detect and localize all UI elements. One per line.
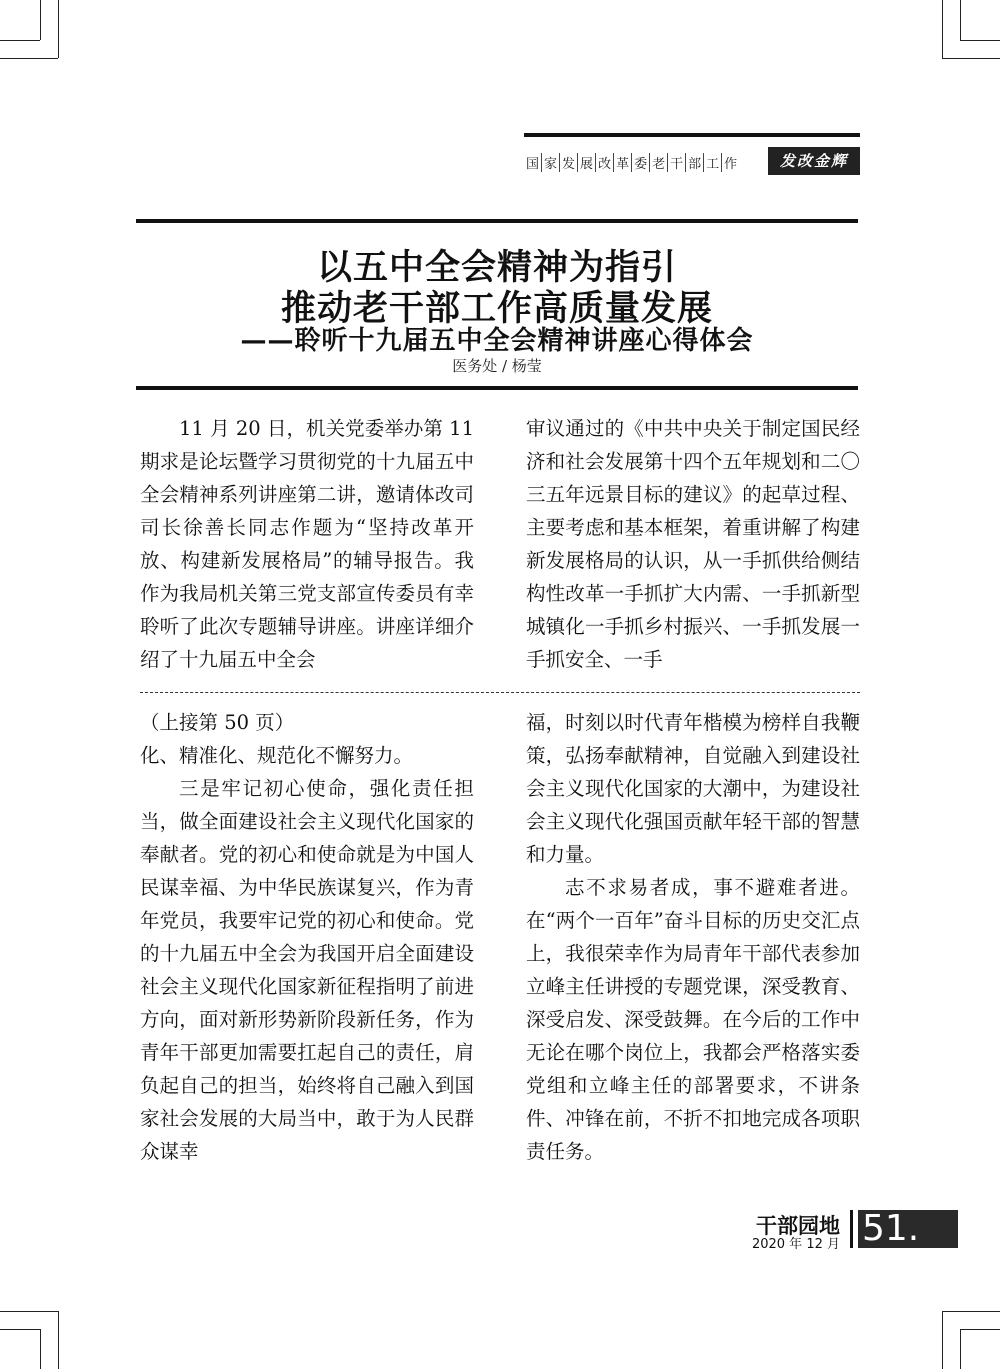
crop-mark bbox=[0, 1329, 40, 1330]
section-char: 干 bbox=[667, 153, 685, 172]
section-char: 国 bbox=[526, 156, 540, 172]
continued-note: （上接第 50 页） bbox=[140, 711, 295, 734]
section-char: 改 bbox=[595, 153, 613, 172]
section-char: 作 bbox=[721, 153, 739, 172]
section-char: 展 bbox=[577, 153, 595, 172]
title-rule bbox=[136, 219, 858, 223]
crop-mark bbox=[40, 1329, 41, 1369]
footer-divider bbox=[850, 1210, 853, 1248]
crop-mark bbox=[942, 1311, 943, 1369]
article-title-line2: 推动老干部工作高质量发展 bbox=[280, 288, 713, 329]
crop-mark bbox=[942, 58, 1000, 59]
crop-mark bbox=[0, 58, 58, 59]
section-divider bbox=[140, 692, 860, 693]
crop-mark bbox=[960, 1329, 961, 1369]
crop-mark bbox=[960, 1329, 1000, 1330]
section-char: 老 bbox=[649, 153, 667, 172]
paragraph: 化、精准化、规范化不懈努力。 bbox=[140, 744, 414, 767]
paragraph: 志不求易者成，事不避难者进。在“两个一百年”奋斗目标的历史交汇点上，我很荣幸作为局青年干部代表参加立峰主任讲授的专题党课，深受教育、深受启发、深受鼓舞。在今后的工作中无论在哪个岗位上，我都会严格落实委党组和立峰主任的部署要求，不讲条件、冲锋在前，不折不扣地完成各项职责任务。 bbox=[526, 876, 860, 1163]
crop-mark bbox=[58, 0, 59, 58]
issue-date: 2020 年 12 月 bbox=[751, 1237, 840, 1252]
crop-mark bbox=[942, 0, 943, 58]
body-column-right bbox=[526, 412, 860, 676]
body-column-left bbox=[140, 412, 474, 676]
paragraph: 三是牢记初心使命，强化责任担当，做全面建设社会主义现代化国家的奉献者。党的初心和使命就是为中国人民谋幸福、为中华民族谋复兴，作为青年党员，我要牢记党的初心和使命。党的十九届五中全会为我国开启全面建设社会主义现代化国家新征程指明了前进方向，面对新形势新阶段新任务，作为青年干部更加需要扛起自己的责任，肩负起自己的担当，始终将自己融入到国家社会发展的大局当中，敢于为人民群众谋幸 bbox=[140, 777, 474, 1163]
crop-mark bbox=[40, 0, 41, 40]
paragraph: 11 月 20 日，机关党委举办第 11 期求是论坛暨学习贯彻党的十九届五中全会精神系列讲座第二讲，邀请体改司司长徐善长同志作题为“坚持改革开放、构建新发展格局”的辅导报告。我作为我局机关第三党支部宣传委员有幸聆听了此次专题辅导讲座。讲座详细介绍了十九届五中全会 bbox=[140, 417, 474, 671]
crop-mark bbox=[0, 1311, 58, 1312]
magazine-name: 干部园地 bbox=[756, 1214, 840, 1238]
crop-mark bbox=[960, 40, 1000, 41]
header-rule bbox=[524, 133, 860, 137]
paragraph: 审议通过的《中共中央关于制定国民经济和社会发展第十四个五年规划和二〇三五年远景目标的建议》的起草过程、主要考虑和基本框架，着重讲解了构建新发展格局的认识，从一手抓供给侧结构性改革一手抓扩大内需、一手抓新型城镇化一手抓乡村振兴、一手抓发展一手抓安全、一手 bbox=[526, 417, 860, 671]
crop-mark bbox=[0, 40, 40, 41]
page-number: 51. bbox=[858, 1210, 958, 1248]
article-title: 以五中全会精神为指引 bbox=[316, 247, 677, 288]
section-char: 委 bbox=[631, 153, 649, 172]
article-byline: 医务处 / 杨莹 bbox=[452, 357, 542, 375]
section-char: 发 bbox=[559, 153, 577, 172]
crop-mark bbox=[58, 1311, 59, 1369]
section-header bbox=[524, 150, 739, 174]
section-tag: 发改金辉 bbox=[768, 147, 860, 175]
article-subtitle: ——聆听十九届五中全会精神讲座心得体会 bbox=[240, 326, 754, 356]
section-char: 部 bbox=[685, 153, 703, 172]
section-char: 工 bbox=[703, 153, 721, 172]
body-column-left bbox=[140, 706, 474, 1168]
paragraph: 福，时刻以时代青年楷模为榜样自我鞭策，弘扬奉献精神，自觉融入到建设社会主义现代化国家的大潮中，为建设社会主义现代化强国贡献年轻干部的智慧和力量。 bbox=[526, 711, 860, 866]
crop-mark bbox=[960, 0, 961, 40]
title-rule bbox=[136, 386, 858, 390]
crop-mark bbox=[942, 1311, 1000, 1312]
section-char: 革 bbox=[613, 153, 631, 172]
section-char: 家 bbox=[541, 153, 559, 172]
body-column-right bbox=[526, 706, 860, 1168]
